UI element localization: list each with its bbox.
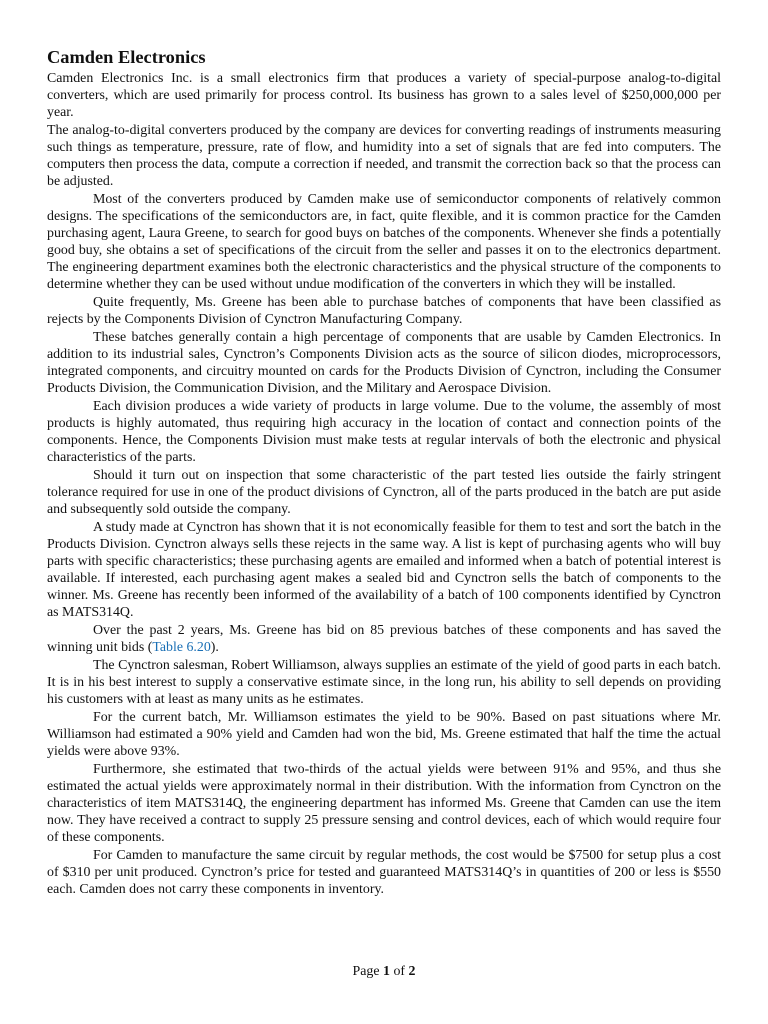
paragraph-1: Camden Electronics Inc. is a small electronics firm that produces a variety of special-purpose analog-to-digital converters, which are used primarily for process control. Its business has grown to a sales level of $250,000,000 per year. bbox=[47, 71, 721, 120]
page-of-label: of bbox=[393, 964, 406, 979]
paragraph-7: Should it turn out on inspection that some characteristic of the part tested lies outside the fairly stringent tolerance required for use in one of the product divisions of Cynctron, all of the parts produced in the batch are put aside and subsequently sold outside the company. bbox=[47, 468, 721, 517]
current-page-number: 1 bbox=[383, 964, 390, 979]
page-footer bbox=[0, 964, 768, 980]
total-pages-number: 2 bbox=[408, 964, 416, 979]
paragraph-8: A study made at Cynctron has shown that it is not economically feasible for them to test and sort the batch in the Products Division. Cynctron always sells these rejects in the same way. A list is kept of purchasing agents who will buy parts with specific characteristics; these purchasing agents are emailed and informed when a batch of potential interest is available. If interested, each purchasing agent makes a sealed bid and Cynctron sells the batch of components to the winner. Ms. Greene has recently been informed of the availability of a batch of 100 components identified by Cynctron as MATS314Q. bbox=[47, 520, 721, 620]
paragraph-5: These batches generally contain a high percentage of components that are usable by Camden Electronics. In addition to its industrial sales, Cynctron’s Components Division acts as the source of silicon diodes, microprocessors, integrated components, and circuitry mounted on cards for the Products Division of Cynctron, including the Consumer Products Division, the Communication Division, and the Military and Aerospace Division. bbox=[47, 330, 721, 396]
table-6-20-link[interactable]: Table 6.20 bbox=[152, 640, 211, 655]
paragraph-6: Each division produces a wide variety of products in large volume. Due to the volume, the assembly of most products is highly automated, thus requiring high accuracy in the location of contact and connection points of the components. Hence, the Components Division must make tests at regular intervals of both the electronic and physical characteristics of the parts. bbox=[47, 399, 721, 465]
paragraph-3: Most of the converters produced by Camden make use of semiconductor components of relatively common designs. The specifications of the semiconductors are, in fact, quite flexible, and it is common practice for the Camden purchasing agent, Laura Greene, to search for good buys on batches of the components. Whenever she finds a potentially good buy, she obtains a set of specifications of the circuit from the seller and passes it on to the electronics department. The engineering department examines both the electronic characteristics and the physical structure of the components to determine whether they can be used without undue modification of the converters in which they will be installed. bbox=[47, 192, 721, 292]
document-title: Camden Electronics bbox=[47, 47, 206, 67]
document-body bbox=[47, 46, 721, 899]
paragraph-9-text-before: Over the past 2 years, Ms. Greene has bid on 85 previous batches of these components and has saved the winning unit bids ( bbox=[47, 623, 721, 655]
paragraph-9-text-after: ). bbox=[210, 640, 219, 655]
paragraph-4: Quite frequently, Ms. Greene has been able to purchase batches of components that have been classified as rejects by the Components Division of Cynctron Manufacturing Company. bbox=[47, 295, 721, 327]
paragraph-10: The Cynctron salesman, Robert Williamson, always supplies an estimate of the yield of good parts in each batch. It is in his best interest to supply a conservative estimate since, in the long run, his ability to sell depends on providing his customers with at least as many units as he estimates. bbox=[47, 658, 721, 707]
paragraph-12: Furthermore, she estimated that two-thirds of the actual yields were between 91% and 95%, and thus she estimated the actual yields were approximately normal in their distribution. With the information from Cynctron on the characteristics of item MATS314Q, the engineering department has informed Ms. Greene that Camden can use the item now. They have received a contract to supply 25 pressure sensing and control devices, each of which would require four of these components. bbox=[47, 762, 721, 845]
paragraph-13: For Camden to manufacture the same circuit by regular methods, the cost would be $7500 for setup plus a cost of $310 per unit produced. Cynctron’s price for tested and guaranteed MATS314Q’s in quantities of 200 or less is $550 each. Camden does not carry these components in inventory. bbox=[47, 848, 721, 897]
page-label: Page bbox=[352, 964, 380, 979]
paragraph-9 bbox=[47, 622, 721, 656]
paragraph-11: For the current batch, Mr. Williamson estimates the yield to be 90%. Based on past situations where Mr. Williamson had estimated a 90% yield and Camden had won the bid, Ms. Greene estimated that half the time the actual yields were above 93%. bbox=[47, 710, 721, 759]
paragraph-2: The analog-to-digital converters produced by the company are devices for converting readings of instruments measuring such things as temperature, pressure, rate of flow, and humidity into a set of signals that are fed into computers. The computers then process the data, compute a correction if needed, and transmit the correction back so that the process can be adjusted. bbox=[47, 123, 721, 189]
